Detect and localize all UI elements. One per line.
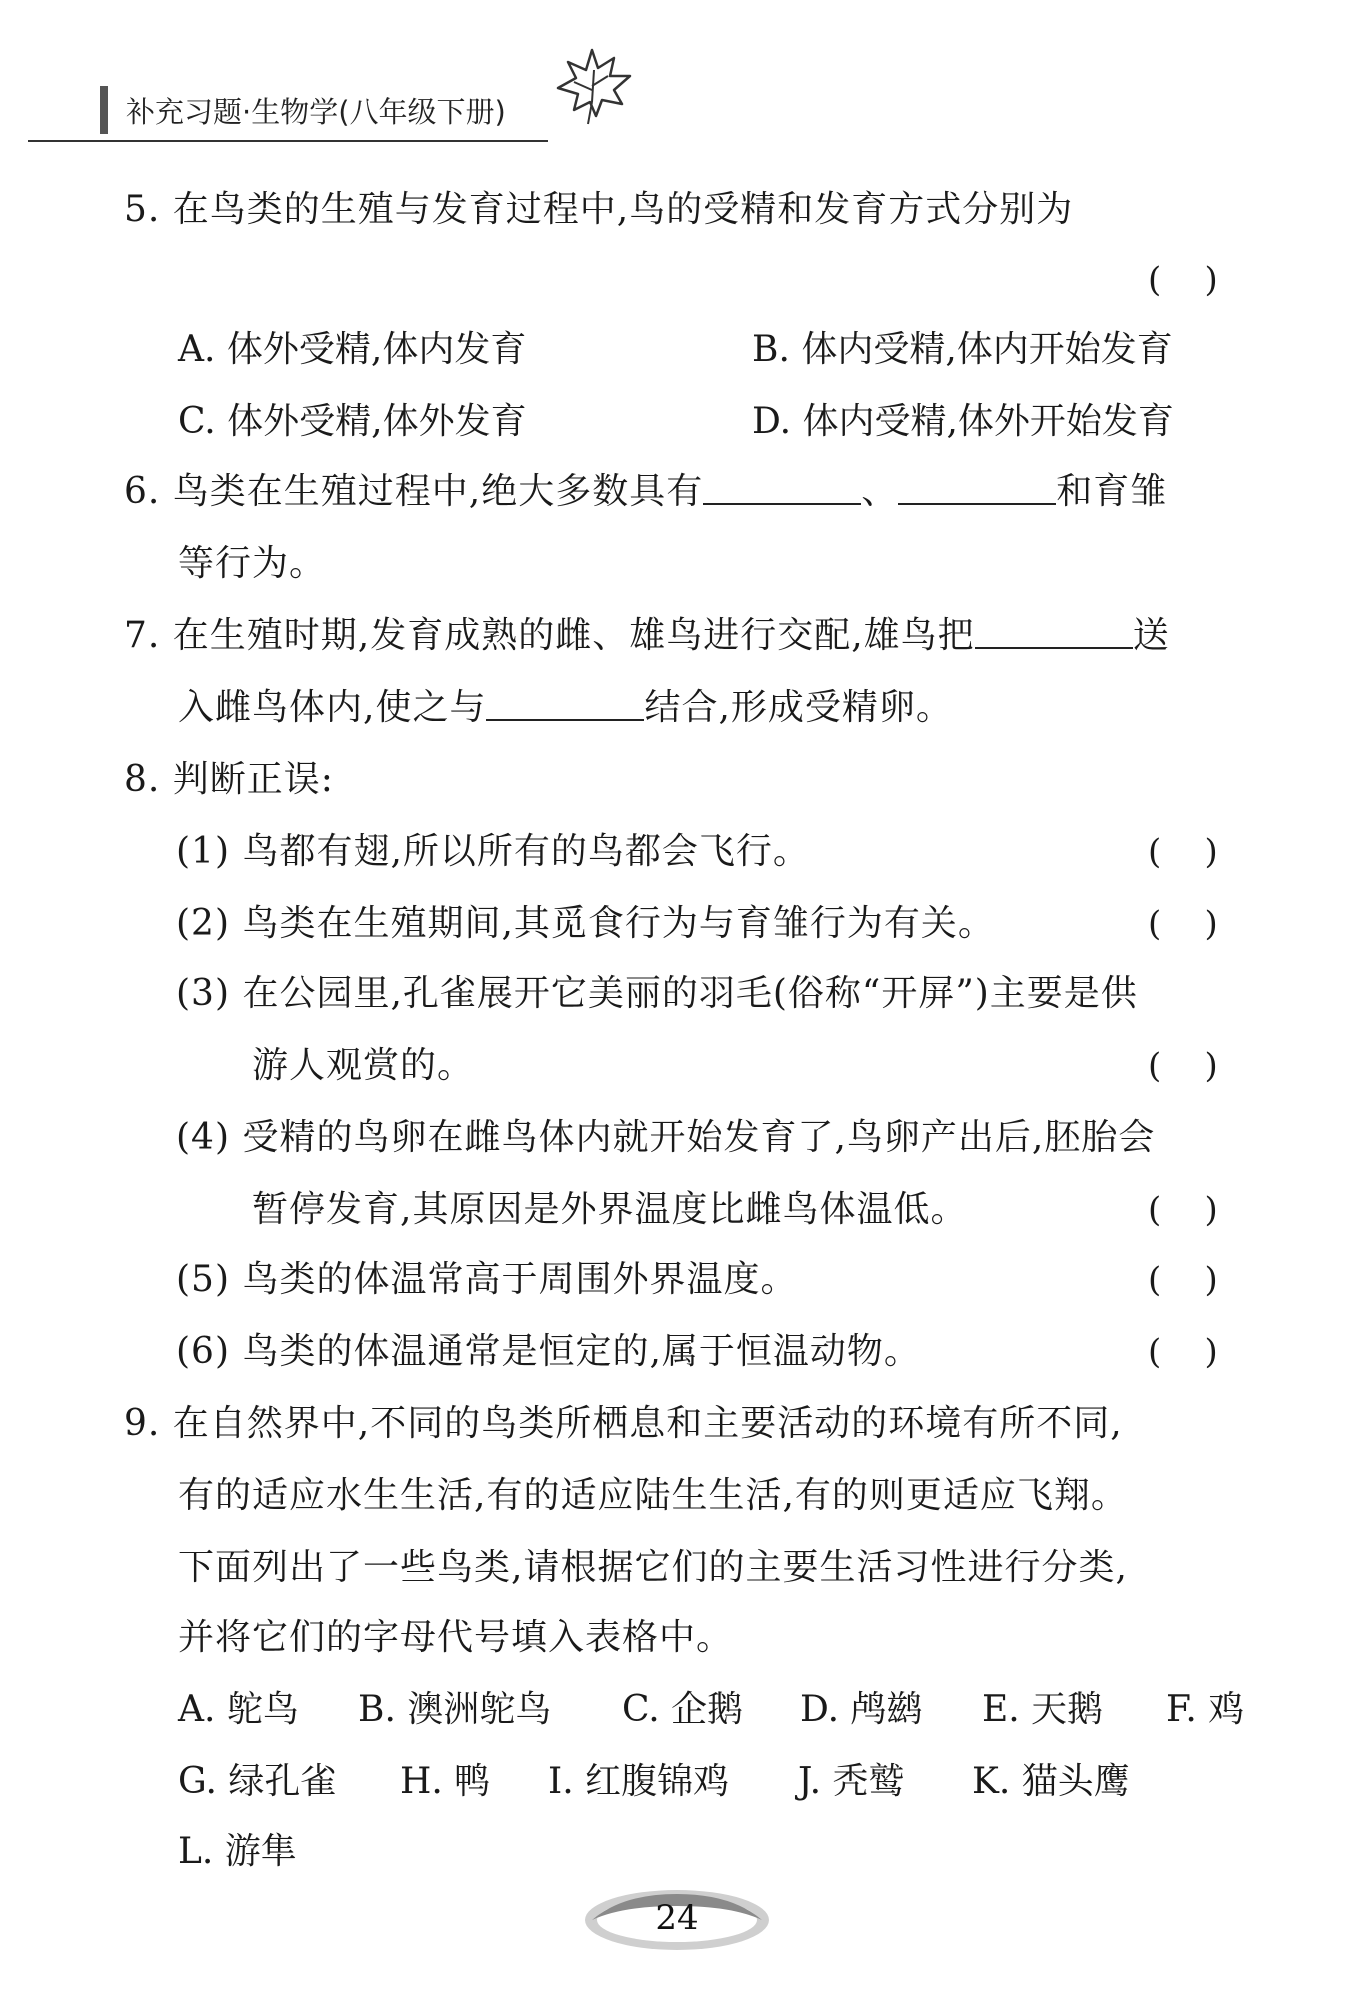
q7-blank-2[interactable] xyxy=(486,689,644,721)
q8-item-1: (1) 鸟都有翅,所以所有的鸟都会飞行。 xyxy=(176,831,810,872)
q6-text-2: 和育雏 xyxy=(1056,471,1168,512)
q8-item-3-paren[interactable]: ( ) xyxy=(1148,1046,1218,1086)
q7-line2 xyxy=(178,686,953,730)
q6-separator: 、 xyxy=(861,471,899,512)
maple-leaf-icon xyxy=(548,46,634,126)
bird-j: J. 秃鹫 xyxy=(798,1761,905,1802)
header-rule xyxy=(28,140,548,142)
q7-text-3: 入雌鸟体内,使之与 xyxy=(178,687,487,728)
q8-item-4-cont: 暂停发育,其原因是外界温度比雌鸟体温低。 xyxy=(252,1189,968,1230)
q6-text-1: 6. 鸟类在生殖过程中,绝大多数具有 xyxy=(124,471,704,512)
q5-answer-paren[interactable]: ( ) xyxy=(1148,260,1218,300)
q8-item-6-paren[interactable]: ( ) xyxy=(1148,1332,1218,1372)
q9-line-2: 有的适应水生生活,有的适应陆生生活,有的则更适应飞翔。 xyxy=(178,1475,1128,1516)
q7-line1 xyxy=(124,614,1170,658)
bird-k: K. 猫头鹰 xyxy=(972,1761,1130,1802)
q8-item-2: (2) 鸟类在生殖期间,其觅食行为与育雏行为有关。 xyxy=(176,903,995,944)
q7-text-1: 7. 在生殖时期,发育成熟的雌、雄鸟进行交配,雄鸟把 xyxy=(124,615,975,656)
q8-stem: 8. 判断正误: xyxy=(124,759,334,800)
header-bar xyxy=(100,86,108,134)
bird-d: D. 鸬鹚 xyxy=(800,1689,923,1730)
bird-a: A. 鸵鸟 xyxy=(178,1689,299,1730)
q9-line-1: 9. 在自然界中,不同的鸟类所栖息和主要活动的环境有所不同, xyxy=(124,1403,1123,1444)
q6-blank-2[interactable] xyxy=(898,473,1056,505)
page-number-badge xyxy=(582,1884,772,1956)
q5-option-c: C. 体外受精,体外发育 xyxy=(178,401,527,442)
q5-option-a: A. 体外受精,体内发育 xyxy=(178,329,527,370)
q8-item-2-paren[interactable]: ( ) xyxy=(1148,904,1218,944)
q8-item-3: (3) 在公园里,孔雀展开它美丽的羽毛(俗称“开屏”)主要是供 xyxy=(176,973,1138,1014)
q5-option-d: D. 体内受精,体外开始发育 xyxy=(752,401,1174,442)
q8-item-3-cont: 游人观赏的。 xyxy=(252,1045,475,1086)
bird-i: I. 红腹锦鸡 xyxy=(548,1761,730,1802)
q5-stem: 5. 在鸟类的生殖与发育过程中,鸟的受精和发育方式分别为 xyxy=(124,189,1074,230)
q9-line-3: 下面列出了一些鸟类,请根据它们的主要生活习性进行分类, xyxy=(178,1547,1128,1588)
q6-blank-1[interactable] xyxy=(703,473,861,505)
bird-g: G. 绿孔雀 xyxy=(178,1761,337,1802)
q9-line-4: 并将它们的字母代号填入表格中。 xyxy=(178,1617,734,1658)
bird-h: H. 鸭 xyxy=(400,1761,491,1802)
q6-line1 xyxy=(124,470,1167,514)
book-title: 补充习题·生物学(八年级下册) xyxy=(126,95,506,129)
q8-item-4-paren[interactable]: ( ) xyxy=(1148,1190,1218,1230)
q8-item-1-paren[interactable]: ( ) xyxy=(1148,832,1218,872)
q8-item-4: (4) 受精的鸟卵在雌鸟体内就开始发育了,鸟卵产出后,胚胎会 xyxy=(176,1117,1156,1158)
bird-b: B. 澳洲鸵鸟 xyxy=(358,1689,552,1730)
q6-line2: 等行为。 xyxy=(178,543,327,584)
q8-item-6: (6) 鸟类的体温通常是恒定的,属于恒温动物。 xyxy=(176,1331,921,1372)
bird-e: E. 天鹅 xyxy=(982,1689,1104,1730)
bird-f: F. 鸡 xyxy=(1166,1689,1245,1730)
q7-text-2: 送 xyxy=(1132,615,1170,656)
page-header xyxy=(28,64,628,144)
q7-text-4: 结合,形成受精卵。 xyxy=(644,687,953,728)
bird-c: C. 企鹅 xyxy=(622,1689,744,1730)
q5-option-b: B. 体内受精,体内开始发育 xyxy=(752,329,1173,370)
q8-item-5-paren[interactable]: ( ) xyxy=(1148,1260,1218,1300)
bird-l: L. 游隼 xyxy=(178,1831,297,1872)
page-number: 24 xyxy=(655,1898,699,1938)
q7-blank-1[interactable] xyxy=(975,617,1133,649)
q8-item-5: (5) 鸟类的体温常高于周围外界温度。 xyxy=(176,1259,798,1300)
